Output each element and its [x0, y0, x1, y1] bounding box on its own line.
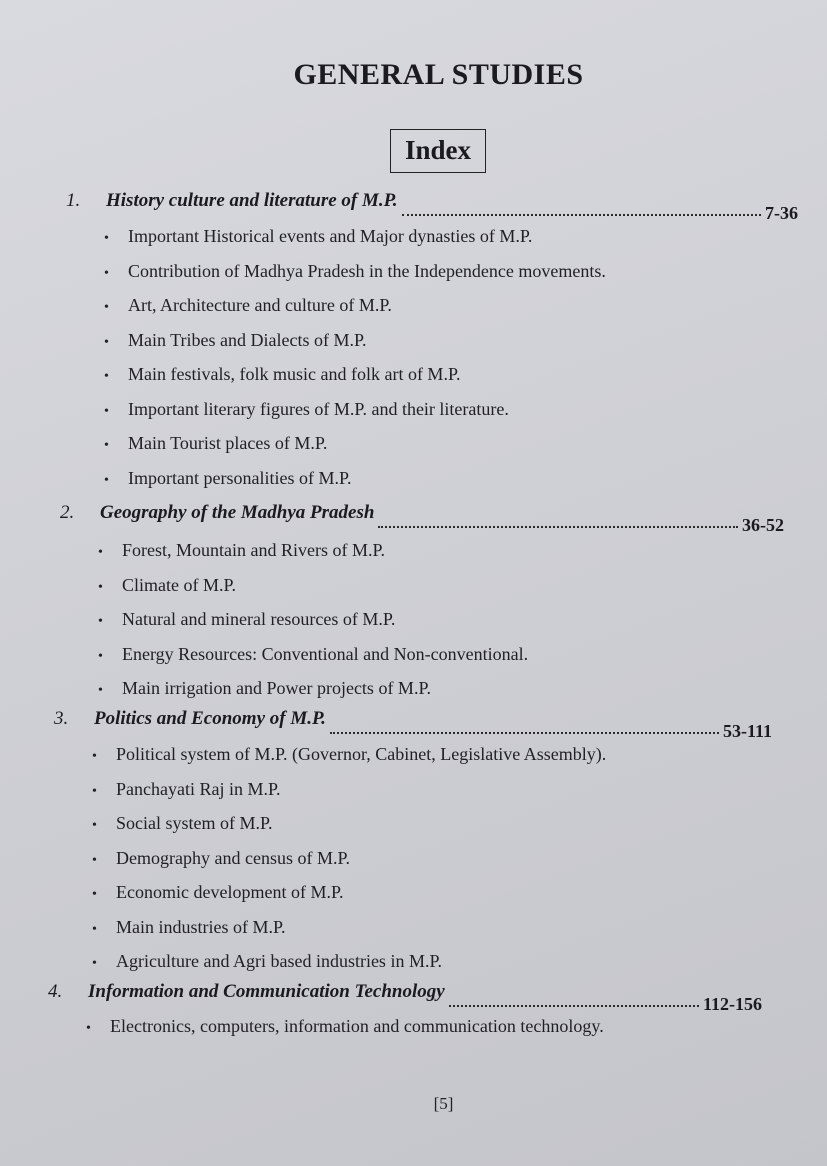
section-3-topics: [92, 744, 606, 986]
bullet-icon: •: [104, 369, 109, 384]
section-number: 3.: [54, 708, 69, 729]
page-number: [5]: [433, 1094, 454, 1113]
bullet-icon: •: [98, 545, 103, 560]
bullet-icon: •: [104, 472, 109, 488]
list-item: • Main Tourist places of M.P.: [104, 433, 328, 453]
bullet-icon: •: [104, 300, 109, 315]
section-pages: 36-52: [742, 515, 784, 535]
dot-leader: [402, 214, 761, 216]
bullet-icon: •: [104, 334, 109, 350]
bullet-icon: •: [104, 438, 109, 453]
list-item: • Demography and census of M.P.: [92, 847, 350, 868]
list-item: • Art, Architecture and culture of M.P.: [104, 295, 392, 315]
list-item: • Contribution of Madhya Pradesh in the Independence movements.: [104, 260, 606, 281]
dot-leader: [449, 1005, 699, 1007]
bullet-icon: •: [98, 579, 103, 595]
section-title: History culture and literature of M.P.: [106, 190, 398, 211]
list-item: • Political system of M.P. (Governor, Cabinet, Legislative Assembly).: [92, 744, 607, 764]
list-item: • Panchayati Raj in M.P.: [92, 778, 281, 799]
list-item: • Electronics, computers, information and communication technology.: [86, 1016, 604, 1036]
bullet-icon: •: [104, 231, 109, 246]
section-2-topics: [98, 540, 528, 713]
list-item: • Forest, Mountain and Rivers of M.P.: [98, 540, 385, 560]
section-4-topics: [86, 1016, 604, 1051]
list-item: • Main festivals, folk music and folk art of M.P.: [104, 364, 461, 384]
bullet-icon: •: [104, 403, 109, 419]
dot-leader: [330, 732, 719, 734]
bullet-icon: •: [92, 956, 97, 971]
section-4-header: [48, 981, 762, 1014]
section-number: 4.: [48, 981, 63, 1002]
section-number: 2.: [60, 502, 75, 523]
list-item: • Agriculture and Agri based industries in M.P.: [92, 951, 442, 971]
page-title: GENERAL STUDIES: [293, 58, 584, 91]
bullet-icon: •: [86, 1021, 91, 1036]
bullet-icon: •: [98, 683, 103, 698]
section-2-header: [60, 502, 784, 535]
bullet-icon: •: [98, 614, 103, 629]
section-title: Information and Communication Technology: [88, 981, 445, 1002]
bullet-icon: •: [92, 921, 97, 937]
list-item: • Important Historical events and Major dynasties of M.P.: [104, 226, 533, 246]
bullet-icon: •: [92, 749, 97, 764]
bullet-icon: •: [92, 887, 97, 902]
list-item: • Energy Resources: Conventional and Non-conventional.: [98, 643, 529, 664]
section-title: Politics and Economy of M.P.: [94, 708, 326, 729]
list-item: • Main industries of M.P.: [92, 916, 286, 937]
list-item: • Main Tribes and Dialects of M.P.: [104, 329, 367, 350]
bullet-icon: •: [92, 783, 97, 799]
section-pages: 7-36: [765, 203, 798, 223]
section-3-header: [54, 708, 772, 741]
list-item: • Economic development of M.P.: [92, 882, 344, 902]
bullet-icon: •: [104, 265, 109, 281]
list-item: • Social system of M.P.: [92, 813, 273, 833]
list-item: • Climate of M.P.: [98, 574, 237, 595]
list-item: • Important personalities of M.P.: [104, 467, 352, 488]
dot-leader: [378, 526, 738, 528]
section-title: Geography of the Madhya Pradesh: [100, 502, 375, 523]
section-1-header: [66, 190, 798, 223]
section-1-topics: [104, 226, 606, 502]
index-heading: Index: [390, 129, 486, 173]
section-pages: 112-156: [702, 994, 762, 1014]
section-pages: 53-111: [722, 721, 772, 741]
bullet-icon: •: [92, 818, 97, 833]
list-item: • Main irrigation and Power projects of M.P.: [98, 678, 431, 698]
list-item: • Natural and mineral resources of M.P.: [98, 609, 396, 629]
section-number: 1.: [66, 190, 81, 211]
list-item: • Important literary figures of M.P. and their literature.: [104, 398, 509, 419]
bullet-icon: •: [98, 648, 103, 664]
bullet-icon: •: [92, 852, 97, 868]
